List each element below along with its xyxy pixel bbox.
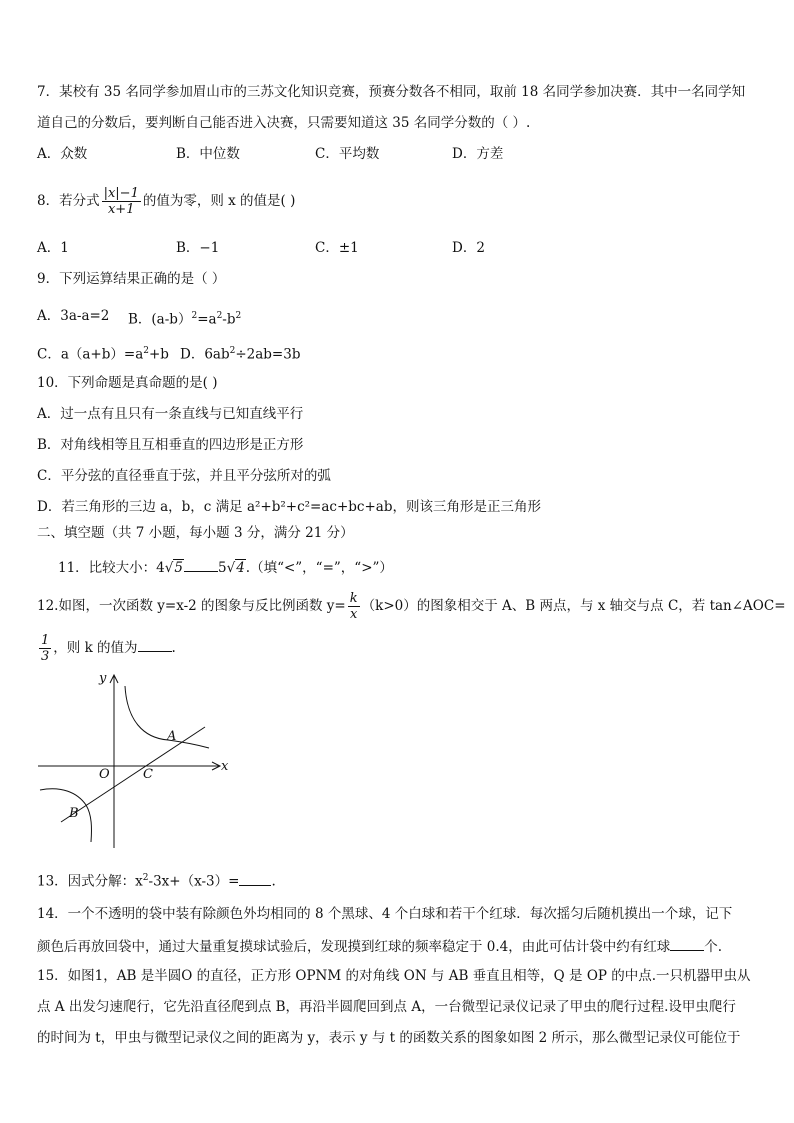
q10-option-a: A．过一点有且只有一条直线与已知直线平行 — [37, 406, 304, 422]
q11-prefix: 11．比较大小：4 — [58, 560, 165, 576]
q12-function-graph — [33, 670, 233, 850]
q11-radical-2: √4 — [226, 560, 245, 576]
label-y: y — [99, 671, 107, 686]
q11-stem — [58, 557, 393, 577]
q12-fraction — [348, 591, 360, 622]
q8-option-b: B．−1 — [176, 240, 220, 256]
label-x: x — [221, 759, 229, 774]
q9-option-b-sup3: 2 — [235, 311, 242, 321]
q7-line2: 道自己的分数后，要判断自己能否进入决赛，只需要知道这 35 名同学分数的（ ）. — [37, 115, 531, 131]
q14-line2 — [37, 936, 722, 956]
q8-frac-denominator: x+1 — [107, 202, 135, 217]
q8-option-c: C．±1 — [315, 240, 359, 256]
q11-radical-1: √5 — [164, 560, 183, 576]
q12-tan-numerator: 1 — [41, 633, 50, 648]
q13-answer-blank — [239, 871, 271, 886]
q9-option-c-text: C．a（a+b）=a — [37, 346, 144, 363]
q11-radicand-2: 4 — [236, 560, 245, 576]
q12-suffix: （k>0）的图象相交于 A、B 两点，与 x 轴交与点 C，若 tan∠AOC= — [361, 598, 786, 614]
q12-frac-denominator: x — [350, 607, 358, 622]
q10-option-c: C．平分弦的直径垂直于弦，并且平分弦所对的弧 — [37, 468, 331, 484]
label-a: A — [167, 729, 177, 744]
q13-text: 13．因式分解：x — [37, 873, 143, 890]
q9-option-b-tail: =a — [197, 311, 217, 328]
q12-line1 — [37, 588, 786, 624]
q9-option-b-sup2: 2 — [216, 311, 223, 321]
q9-option-d-text: D．6ab — [180, 346, 230, 363]
q11-coefficient-2: 5 — [217, 560, 227, 576]
q9-option-b — [128, 307, 241, 329]
q8-option-d: D．2 — [452, 240, 485, 256]
q9-option-b-tail2: -b — [222, 311, 236, 328]
label-o: O — [99, 767, 110, 782]
q9-stem: 9．下列运算结果正确的是（ ） — [37, 271, 226, 287]
q14-line1: 14．一个不透明的袋中装有除颜色外均相同的 8 个黑球、4 个白球和若干个红球．每次摇匀后随机摸出一个球，记下 — [37, 906, 733, 922]
q8-prefix: 8．若分式 — [37, 193, 100, 209]
q12-line2-text: ，则 k 的值为 — [53, 640, 138, 656]
q7-option-b: B．中位数 — [176, 146, 240, 162]
q9-option-b-text: B．(a-b） — [128, 311, 192, 328]
q10-option-d: D．若三角形的三边 a，b，c 满足 a²+b²+c²=ac+bc+ab，则该三角形是正三角形 — [37, 499, 541, 515]
q10-stem: 10．下列命题是真命题的是( ) — [37, 375, 218, 391]
q7-option-d: D．方差 — [452, 146, 504, 162]
q8-frac-numerator: |x|−1 — [103, 186, 139, 201]
q9-option-d-tail: ÷2ab=3b — [235, 346, 301, 363]
q12-tan-denominator: 3 — [41, 649, 50, 664]
q9-option-c-sup: 2 — [143, 346, 149, 356]
q11-suffix: .（填“<”，“=”，“>”） — [245, 560, 393, 576]
q14-line2-text: 颜色后再放回袋中，通过大量重复摸球试验后，发现摸到红球的频率稳定于 0.4，由此可估计袋中约有红球 — [37, 939, 671, 955]
q13-stem — [37, 869, 276, 891]
q12-frac-numerator: k — [349, 591, 358, 606]
q11-answer-blank — [184, 557, 218, 572]
label-b: B — [69, 806, 79, 821]
q15-line3: 的时间为 t，甲虫与微型记录仪之间的距离为 y，表示 y 与 t 的函数关系的图象如图 2 所示，那么微型记录仪可能位于 — [37, 1030, 741, 1046]
q10-option-b: B．对角线相等且互相垂直的四边形是正方形 — [37, 437, 304, 453]
q8-option-a: A．1 — [37, 240, 69, 256]
q13-sup: 2 — [142, 873, 149, 883]
q13-tail: -3x+（x-3）= — [148, 873, 240, 890]
q7-option-a: A．众数 — [37, 146, 88, 162]
q7-line1: 7．某校有 35 名同学参加眉山市的三苏文化知识竞赛，预赛分数各不相同，取前 18 名同学参加决赛．其中一名同学知 — [37, 84, 746, 100]
q11-radicand-1: 5 — [174, 560, 183, 576]
q9-option-b-sup: 2 — [191, 311, 198, 321]
q9-option-d-sup: 2 — [229, 346, 236, 356]
q13-end: . — [271, 873, 276, 890]
q12-tan-fraction — [39, 633, 51, 664]
q12-answer-blank — [138, 637, 172, 652]
linear-function-line — [61, 727, 205, 822]
q8-stem — [37, 183, 295, 219]
q8-suffix: 的值为零，则 x 的值是( ) — [142, 193, 296, 209]
q9-option-d — [180, 342, 300, 364]
q15-line2: 点 A 出发匀速爬行，它先沿直径爬到点 B，再沿半圆爬回到点 A，一台微型记录仪记录了甲虫的爬行过程.设甲虫爬行 — [37, 999, 736, 1015]
q7-option-c: C．平均数 — [315, 146, 380, 162]
q9-option-a: A．3a-a=2 — [37, 308, 110, 324]
q14-line2-end: 个. — [704, 939, 723, 955]
q12-line2 — [37, 630, 176, 666]
q14-answer-blank — [670, 936, 704, 951]
hyperbola-branch-lower — [40, 789, 91, 842]
section-heading-fill-in: 二、填空题（共 7 小题，每小题 3 分，满分 21 分） — [37, 525, 354, 541]
q9-option-c — [37, 342, 169, 364]
label-c: C — [143, 767, 153, 782]
q8-fraction — [102, 186, 141, 217]
q9-option-c-tail: +b — [148, 346, 169, 363]
q12-line2-end: . — [171, 640, 176, 656]
q15-line1: 15．如图1，AB 是半圆O 的直径，正方形 OPNM 的对角线 ON 与 AB 垂直且相等，Q 是 OP 的中点.一只机器甲虫从 — [37, 968, 751, 984]
q12-prefix: 12.如图，一次函数 y=x-2 的图象与反比例函数 y= — [37, 598, 346, 614]
